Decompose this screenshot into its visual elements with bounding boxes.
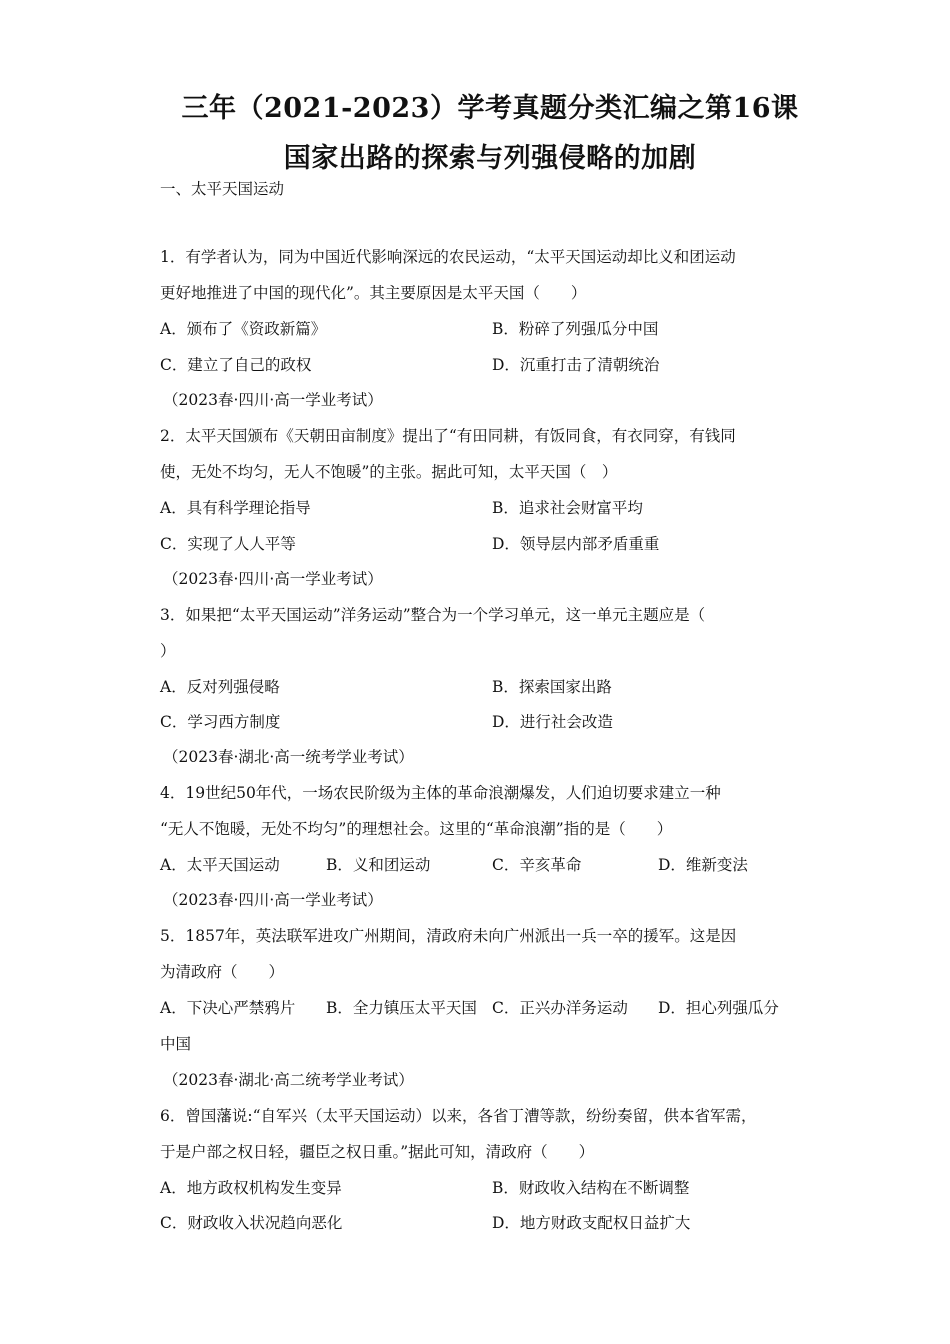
question-2-source: （2023春·四川·高一学业考试）: [163, 570, 383, 588]
question-1-option-b: B．粉碎了列强瓜分中国: [492, 320, 659, 338]
question-5-option-d: D．担心列强瓜分: [658, 999, 779, 1017]
question-5-line-2: 为清政府（ ）: [160, 963, 285, 981]
question-4-option-b: B．义和团运动: [326, 856, 431, 874]
question-5-line-1: 5．1857年，英法联军进攻广州期间，清政府未向广州派出一兵一卒的援军。这是因: [160, 927, 737, 945]
question-5-option-a: A．下决心严禁鸦片: [160, 999, 296, 1017]
question-1-source: （2023春·四川·高一学业考试）: [163, 391, 383, 409]
question-3-option-a: A．反对列强侵略: [160, 678, 280, 696]
question-3-option-b: B．探索国家出路: [492, 678, 612, 696]
section-heading: 一、太平天国运动: [160, 180, 285, 198]
page-title: 三年（2021-2023）学考真题分类汇编之第16课: [181, 93, 799, 124]
question-2-line-1: 2．太平天国颁布《天朝田亩制度》提出了“有田同耕，有饭同食，有衣同穿，有钱同: [160, 427, 736, 445]
page-subtitle: 国家出路的探索与列强侵略的加剧: [283, 143, 697, 174]
question-4-line-2: “无人不饱暖，无处不均匀”的理想社会。这里的“革命浪潮”指的是（ ）: [160, 820, 673, 838]
question-2-option-d: D．领导层内部矛盾重重: [492, 535, 660, 553]
question-4-option-a: A．太平天国运动: [160, 856, 280, 874]
question-5-source: （2023春·湖北·高二统考学业考试）: [163, 1071, 414, 1089]
question-1-line-2: 更好地推进了中国的现代化”。其主要原因是太平天国（ ）: [160, 284, 587, 302]
question-6-option-d: D．地方财政支配权日益扩大: [492, 1214, 691, 1232]
question-3-option-d: D．进行社会改造: [492, 713, 613, 731]
question-1-option-d: D．沉重打击了清朝统治: [492, 356, 660, 374]
question-6-option-b: B．财政收入结构在不断调整: [492, 1179, 690, 1197]
question-5-option-wrap: 中国: [160, 1035, 192, 1053]
question-5-option-b: B．全力镇压太平天国: [326, 999, 477, 1017]
question-1-option-c: C．建立了自己的政权: [160, 356, 312, 374]
question-4-source: （2023春·四川·高一学业考试）: [163, 891, 383, 909]
question-3-line-1: 3．如果把“太平天国运动”洋务运动”整合为一个学习单元，这一单元主题应是（: [160, 606, 706, 624]
question-6-option-c: C．财政收入状况趋向恶化: [160, 1214, 343, 1232]
question-2-option-a: A．具有科学理论指导: [160, 499, 311, 517]
question-2-option-c: C．实现了人人平等: [160, 535, 296, 553]
question-1-option-a: A．颁布了《资政新篇》: [160, 320, 327, 338]
question-3-line-2: ）: [160, 642, 176, 660]
question-6-option-a: A．地方政权机构发生变异: [160, 1179, 342, 1197]
question-4-line-1: 4．19世纪50年代，一场农民阶级为主体的革命浪潮爆发，人们迫切要求建立一种: [160, 784, 721, 802]
question-6-line-1: 6．曾国藩说:“自军兴（太平天国运动）以来，各省丁漕等款，纷纷奏留，供本省军需，: [160, 1107, 757, 1125]
question-4-option-d: D．维新变法: [658, 856, 748, 874]
question-2-option-b: B．追求社会财富平均: [492, 499, 643, 517]
question-5-option-c: C．正兴办洋务运动: [492, 999, 628, 1017]
question-4-option-c: C．辛亥革命: [492, 856, 582, 874]
question-6-line-2: 于是户部之权日轻，疆臣之权日重。”据此可知，清政府（ ）: [160, 1143, 595, 1161]
question-3-source: （2023春·湖北·高一统考学业考试）: [163, 748, 414, 766]
question-1-line-1: 1．有学者认为，同为中国近代影响深远的农民运动，“太平天国运动却比义和团运动: [160, 248, 736, 266]
question-2-line-2: 使，无处不均匀，无人不饱暖”的主张。据此可知，太平天国（ ）: [160, 463, 618, 481]
question-3-option-c: C．学习西方制度: [160, 713, 281, 731]
